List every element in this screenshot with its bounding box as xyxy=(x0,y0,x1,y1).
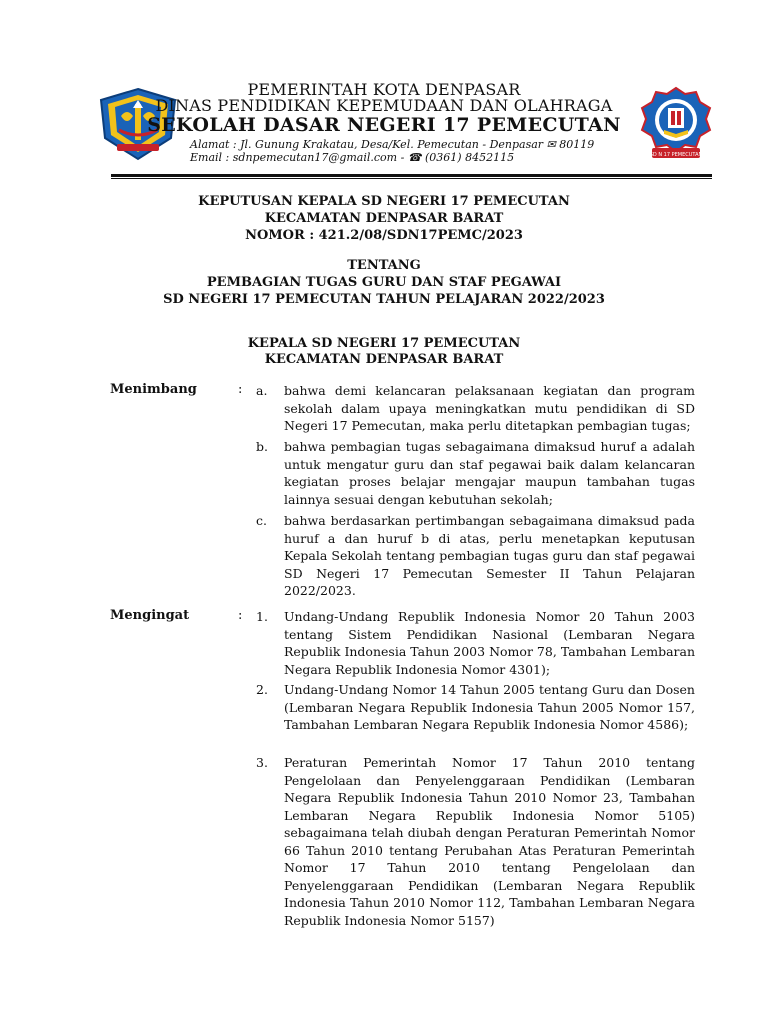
decree-number: NOMOR : 421.2/08/SDN17PEMC/2023 xyxy=(245,228,523,243)
menimbang-item-a: bahwa demi kelancaran pelaksanaan kegiatan dan program sekolah dalam upaya meningkatkan mutu pendidikan di SD Negeri 17 Pemecutan, maka perlu ditetapkan pembagian tugas; xyxy=(284,383,695,433)
email-phone-line: Email : sdnpemecutan17@gmail.com - ☎ (0361) 8452115 xyxy=(190,151,515,164)
decree-title-1: KEPUTUSAN KEPALA SD NEGERI 17 PEMECUTAN xyxy=(198,194,570,209)
subject-line-2: SD NEGERI 17 PEMECUTAN TAHUN PELAJARAN 2022/2023 xyxy=(163,292,605,307)
mengingat-marker-1: 1. xyxy=(256,609,268,624)
principal-heading-1: KEPALA SD NEGERI 17 PEMECUTAN xyxy=(247,336,521,351)
school-emblem-ribbon-text: SD N 17 PEMECUTAN xyxy=(649,152,703,158)
school-name-heading: SEKOLAH DASAR NEGERI 17 PEMECUTAN xyxy=(147,114,621,136)
menimbang-marker-c: c. xyxy=(256,513,267,528)
department-heading: DINAS PENDIDIKAN KEPEMUDAAN DAN OLAHRAGA xyxy=(155,96,613,115)
mengingat-marker-2: 2. xyxy=(256,682,268,697)
mengingat-item-1: Undang-Undang Republik Indonesia Nomor 20 Tahun 2003 tentang Sistem Pendidikan Nasional (Lembaran Negara Republik Indonesia Tahun 2003 Nomor 78, Tambahan Lembaran Negara Republik Indonesia Nomor 4301); xyxy=(284,609,695,677)
mengingat-colon: : xyxy=(238,608,243,623)
menimbang-marker-a: a. xyxy=(256,383,268,398)
menimbang-item-b: bahwa pembagian tugas sebagaimana dimaksud huruf a adalah untuk mengatur guru dan staf pegawai baik dalam kelancaran kegiatan proses belajar mengajar maupun tambahan tugas lainnya sesuai dengan kebutuhan sekolah; xyxy=(284,439,695,507)
mengingat-label: Mengingat xyxy=(110,608,190,623)
decree-title-2: KECAMATAN DENPASAR BARAT xyxy=(264,211,504,226)
mengingat-item-3: Peraturan Pemerintah Nomor 17 Tahun 2010 tentang Pengelolaan dan Penyelenggaraan Pendidikan (Lembaran Negara Republik Indonesia Tahun 2010 Nomor 23, Tambahan Lembaran Negara Republik Indonesia Nomor 5105) sebagaimana telah diubah dengan Peraturan Pemerintah Nomor 66 Tahun 2010 tentang Perubahan Atas Peraturan Pemerintah Nomor 17 Tahun 2010 tentang Pengelolaan dan Penyelenggaraan Pendidikan (Lembaran Negara Republik Indonesia Tahun 2010 Nomor 112, Tambahan Lembaran Negara Republik Indonesia Nomor 5157) xyxy=(284,755,695,928)
menimbang-marker-b: b. xyxy=(256,439,268,454)
menimbang-colon: : xyxy=(238,382,243,397)
menimbang-item-c: bahwa berdasarkan pertimbangan sebagaimana dimaksud pada huruf a dan huruf b di atas, perlu menetapkan keputusan Kepala Sekolah tentang pembagian tugas guru dan staf pegawai SD Negeri 17 Pemecutan Semester II Tahun Pelajaran 2022/2023. xyxy=(284,513,695,598)
subject-line-1: PEMBAGIAN TUGAS GURU DAN STAF PEGAWAI xyxy=(206,275,562,290)
letterhead-rule-thin xyxy=(111,178,712,179)
address-line: Alamat : Jl. Gunung Krakatau, Desa/Kel. Pemecutan - Denpasar ✉ 80119 xyxy=(190,138,595,151)
mengingat-marker-3: 3. xyxy=(256,755,268,770)
about-heading: TENTANG xyxy=(347,258,421,273)
principal-heading-2: KECAMATAN DENPASAR BARAT xyxy=(264,352,504,367)
letterhead-rule xyxy=(111,174,712,177)
government-heading: PEMERINTAH KOTA DENPASAR xyxy=(247,80,521,99)
menimbang-label: Menimbang xyxy=(110,382,197,397)
mengingat-item-2: Undang-Undang Nomor 14 Tahun 2005 tentang Guru dan Dosen (Lembaran Negara Republik Indonesia Tahun 2005 Nomor 157, Tambahan Lembaran Negara Republik Indonesia Nomor 4586); xyxy=(284,682,695,732)
